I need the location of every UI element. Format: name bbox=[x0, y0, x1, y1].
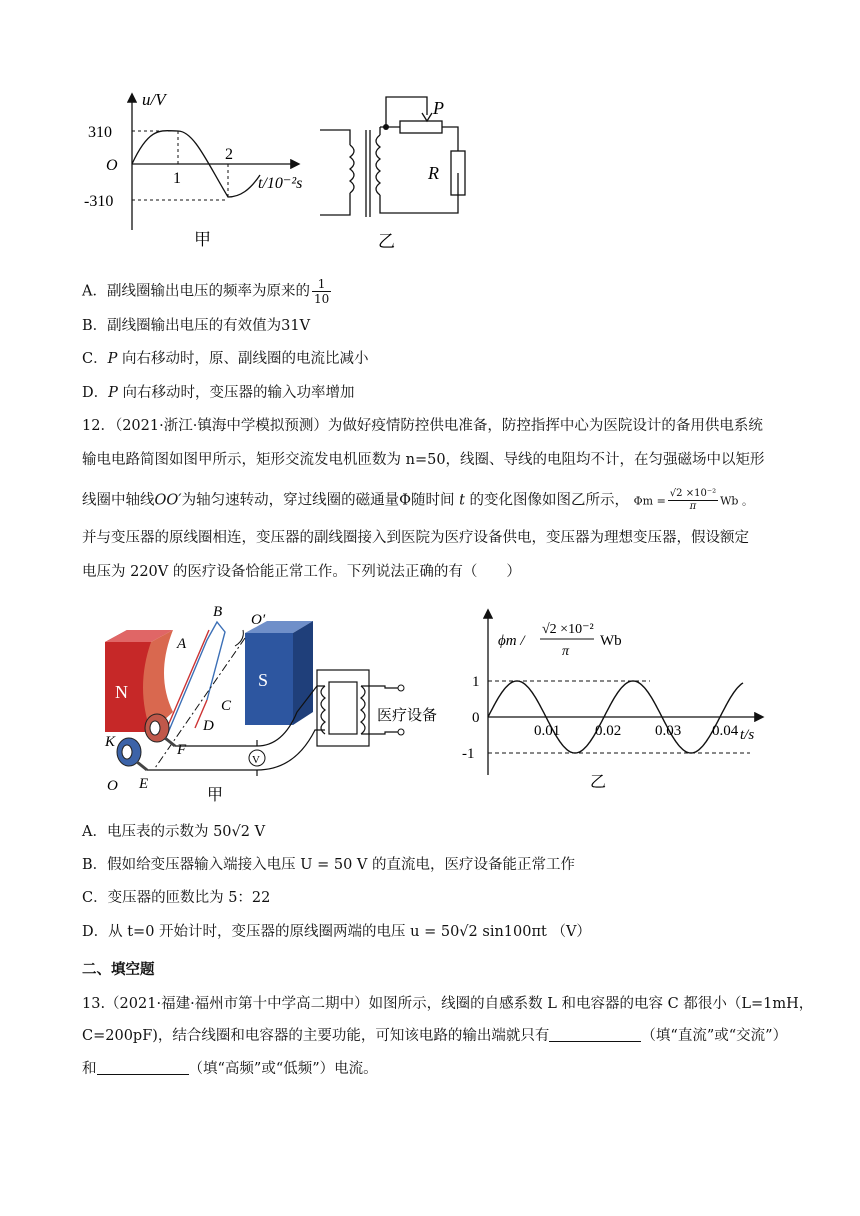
flux-t1: 0.01 bbox=[534, 723, 561, 739]
q13-blank-1[interactable] bbox=[549, 1027, 641, 1042]
fig1-label-R: R bbox=[428, 163, 439, 183]
q13-blank-2[interactable] bbox=[97, 1060, 189, 1075]
flux-t2: 0.02 bbox=[595, 723, 622, 739]
figure-2-generator bbox=[95, 600, 465, 810]
fig1-y-bottom: -310 bbox=[84, 193, 114, 210]
fig2-E: E bbox=[139, 776, 149, 792]
fig1-origin: O bbox=[106, 157, 118, 174]
q11-fraction: $\frac{1}{10}$ bbox=[313, 277, 330, 306]
fig2-device-label: 医疗设备 bbox=[377, 708, 438, 724]
q12-phi-fraction: $\frac{\text{√2 ×10⁻²}}{\pi}$ bbox=[669, 488, 717, 512]
fig1-label-yi: 乙 bbox=[378, 232, 395, 251]
flux-tlabel: t/s bbox=[740, 727, 755, 743]
fig2-C: C bbox=[221, 698, 232, 714]
fig2-A: A bbox=[177, 636, 187, 652]
flux-ylabel-den: π bbox=[562, 644, 570, 659]
figure-2-flux-graph bbox=[450, 605, 795, 795]
flux-ym1: -1 bbox=[462, 746, 475, 762]
fig1-tick2: 2 bbox=[225, 146, 233, 163]
fig1-label-jia: 甲 bbox=[194, 230, 211, 249]
fig1-y-top: 310 bbox=[88, 124, 112, 141]
figure-1 bbox=[70, 85, 490, 260]
q12-option-a: A．电压表的示数为 50√2 V bbox=[82, 824, 266, 840]
fig2-D: D bbox=[203, 718, 214, 734]
fig2-S: S bbox=[258, 670, 269, 690]
q11-option-d: D．P 向右移动时，变压器的输入功率增加 bbox=[82, 385, 355, 401]
fig1-yaxis-label: u/V bbox=[142, 90, 166, 109]
q13-line3: 和 （填“高频”或“低频”）电流。 bbox=[82, 1061, 378, 1077]
flux-t3: 0.03 bbox=[655, 723, 682, 739]
q12-option-b: B．假如给变压器输入端接入电压 U = 50 V 的直流电，医疗设备能正常工作 bbox=[82, 857, 575, 873]
flux-y1: 1 bbox=[472, 674, 480, 690]
q12-phi-label: Φm = bbox=[633, 494, 666, 508]
q13-line2: C=200pF)，结合线圈和电容器的主要功能，可知该电路的输出端就只有 （填“直流”或“交流”） bbox=[82, 1028, 788, 1044]
fig2-B: B bbox=[213, 604, 223, 620]
section-title: 二、填空题 bbox=[82, 962, 155, 978]
flux-t4: 0.04 bbox=[712, 723, 739, 739]
q11-option-c: C．P 向右移动时，原、副线圈的电流比减小 bbox=[82, 351, 369, 367]
fig1-tick1: 1 bbox=[173, 170, 181, 187]
flux-ylabel-num: √2 ×10⁻² bbox=[542, 622, 594, 637]
flux-ylabel-unit: Wb bbox=[600, 633, 622, 649]
q12-line3: 线圈中轴线OO′为轴匀速转动，穿过线圈的磁通量Φ随时间 t 的变化图像如图乙所示， Φm = $\frac{\text{√2 ×10⁻²}}{\pi}$ Wb 。 bbox=[82, 488, 753, 512]
q12-line2: 输电电路简图如图甲所示，矩形交流发电机匝数为 n=50，线圈、导线的电阻均不计，在匀强磁场中以矩形 bbox=[82, 452, 765, 468]
fig2-label-jia: 甲 bbox=[207, 787, 224, 804]
flux-label-yi: 乙 bbox=[590, 774, 607, 791]
flux-y0: 0 bbox=[472, 710, 480, 726]
q12-line4: 并与变压器的原线圈相连，变压器的副线圈接入到医院为医疗设备供电，变压器为理想变压器，假设额定 bbox=[82, 530, 749, 546]
fig2-F: F bbox=[177, 742, 187, 758]
q11-option-a: A．副线圈输出电压的频率为原来的 $\frac{1}{10}$ bbox=[82, 277, 330, 306]
fig2-N: N bbox=[115, 682, 128, 702]
fig2-K: K bbox=[105, 734, 116, 750]
fig2-O: O bbox=[107, 778, 118, 794]
fig2-Oprime: O′ bbox=[251, 612, 266, 628]
q12-option-d: D．从 t=0 开始计时，变压器的原线圈两端的电压 u = 50√2 sin100πt （V） bbox=[82, 924, 591, 940]
flux-ylabel-pre: ϕm / bbox=[498, 633, 525, 649]
q13-line1: 13.（2021·福建·福州市第十中学高二期中）如图所示，线圈的自感系数 L 和电容器的电容 C 都很小（L=1mH， bbox=[82, 996, 814, 1012]
fig2-coil bbox=[165, 622, 225, 740]
svg-text:V: V bbox=[252, 754, 260, 766]
q12-line1: 12．（2021·浙江·镇海中学模拟预测）为做好疫情防控供电准备，防控指挥中心为医院设计的备用供电系统 bbox=[82, 418, 763, 434]
q12-line5: 电压为 220V 的医疗设备恰能正常工作。下列说法正确的有（ ） bbox=[82, 564, 521, 580]
fig1-label-P: P bbox=[433, 98, 444, 118]
q11-option-b: B．副线圈输出电压的有效值为31V bbox=[82, 318, 311, 334]
fig1-xaxis-label: t/10⁻²s bbox=[258, 175, 303, 192]
q12-option-c: C．变压器的匝数比为 5：22 bbox=[82, 890, 271, 906]
